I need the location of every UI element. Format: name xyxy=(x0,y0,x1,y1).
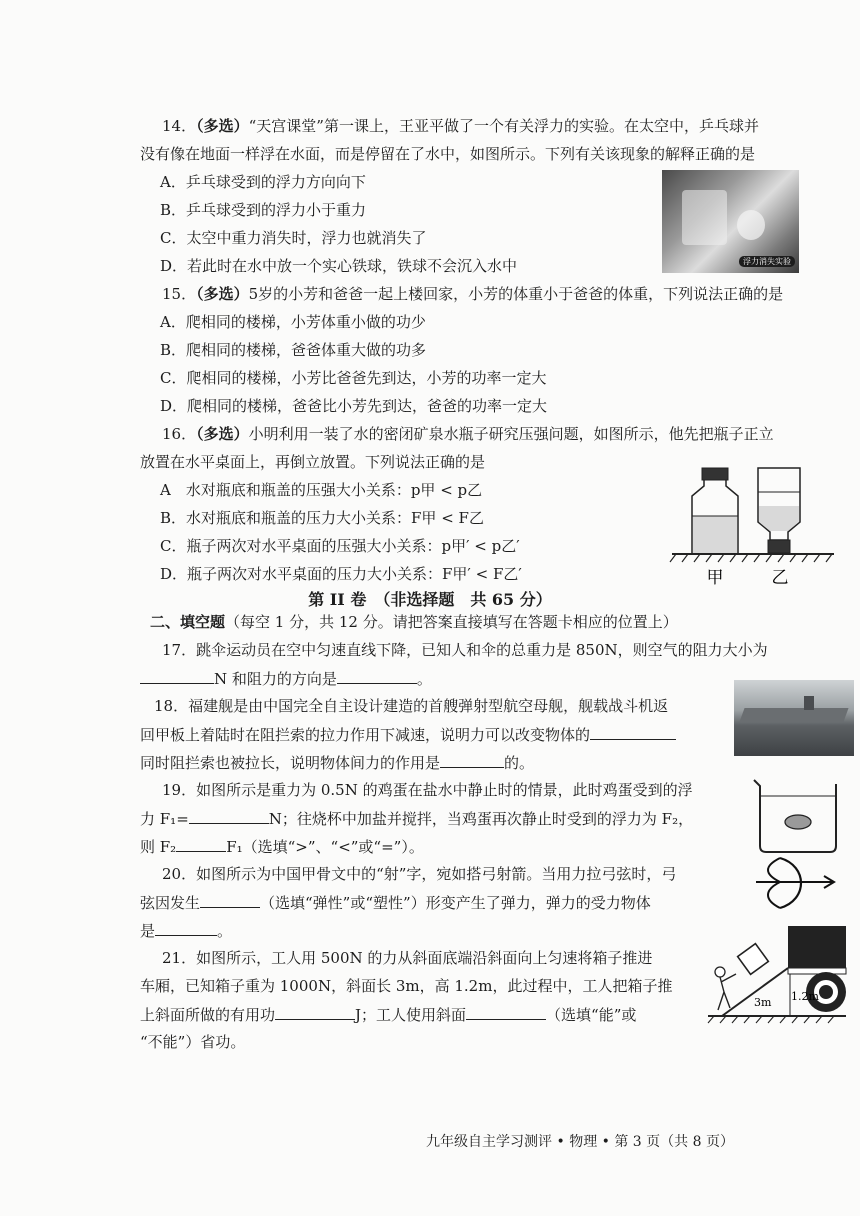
incline-length-label: 3m xyxy=(754,996,772,1009)
space-experiment-photo xyxy=(662,170,799,273)
q17-blank-resistance[interactable] xyxy=(140,668,214,684)
q20-blank-deformation[interactable] xyxy=(200,892,260,908)
q19-line1: 19．如图所示是重力为 0.5N 的鸡蛋在盐水中静止时的情景，此时鸡蛋受到的浮 xyxy=(162,781,693,799)
q14-option-a: A．乒乓球受到的浮力方向向下 xyxy=(160,173,366,191)
q18-line3: 同时阻拦索也被拉长，说明物体间力的作用是 的。 xyxy=(140,754,535,772)
q14-option-b: B．乒乓球受到的浮力小于重力 xyxy=(160,201,367,219)
q20-blank-object[interactable] xyxy=(155,920,217,936)
q15-option-d: D．爬相同的楼梯，爸爸比小芳先到达，爸爸的功率一定大 xyxy=(160,397,548,415)
q19-blank-compare[interactable] xyxy=(176,836,226,852)
fill-in-section-header: 二、填空题（每空 1 分，共 12 分。请把答案直接填写在答题卡相应的位置上） xyxy=(150,613,678,631)
q16-option-c: C．瓶子两次对水平桌面的压强大小关系：p甲′ < p乙′ xyxy=(160,537,520,555)
q21-line2: 车厢，已知箱子重为 1000N，斜面长 3m，高 1.2m，此过程中，工人把箱子推 xyxy=(140,977,673,995)
q18-blank-mutual[interactable] xyxy=(440,752,504,768)
q20-line1: 20．如图所示为中国甲骨文中的“射”字，宛如搭弓射箭。当用力拉弓弦时，弓 xyxy=(162,865,677,883)
q15-stem: 15．（多选）5岁的小芳和爸爸一起上楼回家，小芳的体重小于爸爸的体重，下列说法正确的是 xyxy=(162,285,784,303)
q21-line1: 21．如图所示，工人用 500N 的力从斜面底端沿斜面向上匀速将箱子推进 xyxy=(162,949,653,967)
incline-truck-figure xyxy=(704,920,850,1024)
incline-height-label: 1.2m xyxy=(791,990,819,1003)
q15-option-a: A．爬相同的楼梯，小芳体重小做的功少 xyxy=(160,313,426,331)
section-title: 第 II 卷 （非选择题 共 65 分） xyxy=(308,590,552,609)
q21-blank-save-work[interactable] xyxy=(466,1004,546,1020)
label-jia: 甲 xyxy=(706,568,724,586)
q17-blank-direction[interactable] xyxy=(337,668,417,684)
q16-line2: 放置在水平桌面上，再倒立放置。下列说法正确的是 xyxy=(140,453,486,471)
q20-line3: 是 。 xyxy=(140,922,233,940)
q21-line4: “不能”）省功。 xyxy=(140,1033,246,1051)
q18-line1: 18．福建舰是由中国完全自主设计建造的首艘弹射型航空母舰，舰载战斗机返 xyxy=(154,697,669,715)
q15-option-c: C．爬相同的楼梯，小芳比爸爸先到达，小芳的功率一定大 xyxy=(160,369,547,387)
q14-option-c: C．太空中重力消失时，浮力也就消失了 xyxy=(160,229,427,247)
q19-line2: 力 F₁= N；往烧杯中加盐并搅拌，当鸡蛋再次静止时受到的浮力为 F₂， xyxy=(140,810,694,828)
q18-blank-state[interactable] xyxy=(590,724,676,740)
page-footer: 九年级自主学习测评 • 物理 • 第 3 页（共 8 页） xyxy=(426,1134,734,1150)
aircraft-carrier-photo xyxy=(734,680,854,756)
q16-option-a: A 水对瓶底和瓶盖的压强大小关系：p甲 < p乙 xyxy=(160,481,483,499)
q19-line3: 则 F₂ F₁（选填“>”、“<”或“=”）。 xyxy=(140,838,424,856)
q14-line2: 没有像在地面一样浮在水面，而是停留在了水中，如图所示。下列有关该现象的解释正确的是 xyxy=(140,145,756,163)
label-yi: 乙 xyxy=(771,568,789,586)
q17-line2: N 和阻力的方向是 。 xyxy=(140,668,432,689)
q17-line1: 17．跳伞运动员在空中匀速直线下降，已知人和伞的总重力是 850N，则空气的阻力大小为 xyxy=(162,641,768,659)
q16-option-d: D．瓶子两次对水平桌面的压力大小关系：F甲′ < F乙′ xyxy=(160,565,522,583)
photo-caption: 浮力消失实验 xyxy=(739,256,795,267)
beaker-egg-figure xyxy=(748,774,848,856)
q16-option-b: B．水对瓶底和瓶盖的压力大小关系：F甲 < F乙 xyxy=(160,509,484,527)
q16-line1: 16．（多选）小明利用一装了水的密闭矿泉水瓶子研究压强问题，如图所示，他先把瓶子正立 xyxy=(162,425,774,443)
q15-option-b: B．爬相同的楼梯，爸爸体重大做的功多 xyxy=(160,341,427,359)
q21-line3: 上斜面所做的有用功 J；工人使用斜面 （选填“能”或 xyxy=(140,1006,637,1024)
q14-line1: 14．（多选）“天宫课堂”第一课上，王亚平做了一个有关浮力的实验。在太空中，乒乓球并 xyxy=(162,117,759,135)
bottle-figure xyxy=(668,462,838,586)
q19-blank-f1[interactable] xyxy=(189,808,269,824)
oracle-she-character xyxy=(750,852,840,914)
q20-line2: 弦因发生 （选填“弹性”或“塑性”）形变产生了弹力，弹力的受力物体 xyxy=(140,894,651,912)
q21-blank-useful-work[interactable] xyxy=(275,1004,355,1020)
q18-line2: 回甲板上着陆时在阻拦索的拉力作用下减速，说明力可以改变物体的 xyxy=(140,724,676,745)
q14-option-d: D．若此时在水中放一个实心铁球，铁球不会沉入水中 xyxy=(160,257,518,275)
